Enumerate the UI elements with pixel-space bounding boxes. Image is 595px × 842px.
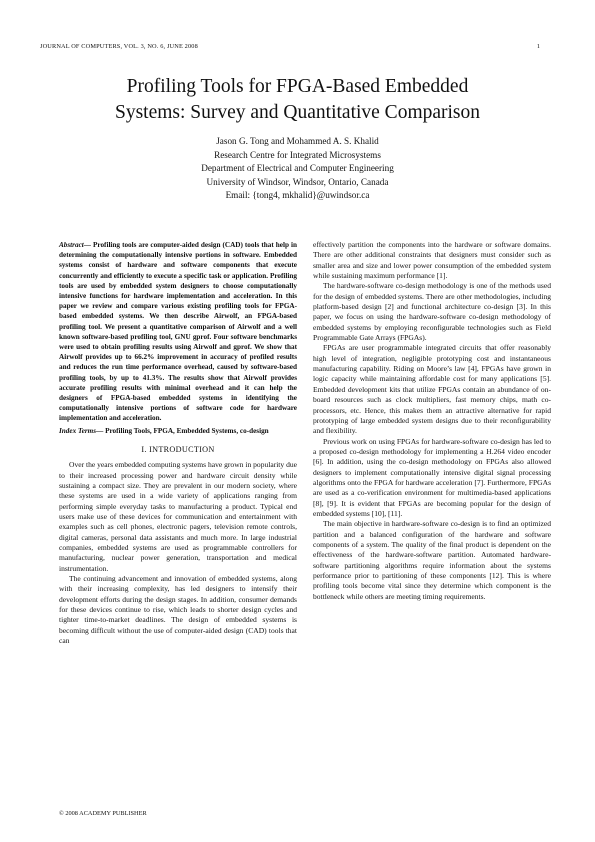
paper-title bbox=[40, 74, 555, 126]
section-heading-introduction: I. INTRODUCTION bbox=[141, 444, 215, 454]
abstract bbox=[59, 240, 297, 424]
right-paragraph-5: The main objective in hardware-software co-design is to find an optimized partition and a balanced configuration of the hardware and software components of a system. The quality of the final product is dependent on the effectiveness of the hardware-software partition. Automated hardware-software partitioning algorithms require information about the systems performance prior to partitioning of these components [12]. This is where profiling tools become vital since they determine which component is the bottleneck while others are meeting timing requirements. bbox=[313, 519, 551, 601]
index-terms-lead: Index Terms— bbox=[59, 426, 104, 435]
title-line-2: Systems: Survey and Quantitative Comparison bbox=[114, 102, 481, 123]
author-department: Department of Electrical and Computer Engineering bbox=[201, 163, 394, 173]
index-terms bbox=[59, 426, 297, 436]
author-names: Jason G. Tong and Mohammed A. S. Khalid bbox=[216, 136, 379, 146]
copyright-footer: © 2008 ACADEMY PUBLISHER bbox=[59, 810, 147, 817]
author-email: Email: {tong4, mkhalid}@uwindsor.ca bbox=[225, 190, 370, 200]
right-paragraph-1: effectively partition the components into the hardware or software domains. There are other additional constraints that designers must consider such as smaller area and size and lower power consumption of the embedded system while sustaining maximum performance [1]. bbox=[313, 240, 551, 281]
intro-paragraph-1: Over the years embedded computing systems have grown in popularity due to their increased processing power and hardware circuit density while sustaining a compact size. They are prevalent in our modern society, where these systems are used in a wide variety of applications ranging from performing simple everyday tasks to manufacturing a product. Typical end users make use of these devices for communication and entertainment with examples such as cell phones, electronic pagers, television remote controls, digital cameras, personal data assistants and much more. In large industrial companies, embedded systems are used as programmable controllers for manufacturing, nuclear power generation, transportation and medical instrumentation. bbox=[59, 460, 297, 573]
right-column bbox=[313, 240, 551, 602]
author-block bbox=[40, 135, 555, 203]
index-terms-text: Profiling Tools, FPGA, Embedded Systems, co-design bbox=[103, 426, 269, 435]
title-line-1: Profiling Tools for FPGA-Based Embedded bbox=[126, 76, 469, 97]
abstract-lead: Abstract— bbox=[59, 241, 91, 249]
left-column bbox=[59, 240, 297, 646]
running-header: JOURNAL OF COMPUTERS, VOL. 3, NO. 6, JUNE 2008 bbox=[40, 43, 198, 50]
right-paragraph-3: FPGAs are user programmable integrated circuits that offer reasonably high level of integration, negligible prototyping cost and instantaneous manufacturing capability. Riding on Moore’s law [4], FPGAs have grown in logic capacity while maintaining affordable cost for many applications [5]. Embedded development kits that utilize FPGAs contain an abundance of on-board resources such as clock multipliers, fast memory chips, math co-processors, etc. Hence, this makes them an attractive alternative for rapid prototyping of large embedded system designs due to their reconfigurability and flexibility. bbox=[313, 343, 551, 436]
right-paragraph-2: The hardware-software co-design methodology is one of the methods used for the design of embedded systems. There are other methodologies, including platform-based design [2] and functional architecture co-design [3]. In this paper, we focus on using the hardware-software co-design methodology of embedded systems by employing reconfigurable technologies such as Field Programmable Gate Arrays (FPGAs). bbox=[313, 281, 551, 343]
abstract-text: Profiling tools are computer-aided design (CAD) tools that help in determining the computationally intensive portions in software. Embedded systems consist of hardware and software components that execute concurrently and efficiently to execute a specific task or application. Profiling tools are used by embedded system designers to choose computationally intensive functions for hardware implementation and acceleration. In this paper we review and compare various existing profiling tools for FPGA-based embedded systems. We then describe Airwolf, an FPGA-based profiling tool. We present a quantitative comparison of Airwolf and a well known software-based profiling tool, GNU gprof. Four software benchmarks were used to obtain profiling results using Airwolf and gprof. We show that Airwolf provides up to 66.2% improvement in accuracy of profiled results and reduces the run time performance overhead, caused by software-based profiling tools, by up to 41.3%. The results show that Airwolf provides accurate profiling results with minimal overhead and it can help the designers of FPGA-based embedded systems in identifying the computationally intensive portions of software code for hardware implementation and acceleration. bbox=[59, 241, 297, 423]
intro-paragraph-2: The continuing advancement and innovation of embedded systems, along with their increasing complexity, has led designers to intensify their development efforts during the design stages. In addition, consumer demands for these devices continue to rise, which leads to shorter design cycles and tighter time-to-market deadlines. The design of embedded systems is becoming difficult without the use of computer-aided design (CAD) tools that can bbox=[59, 573, 297, 646]
right-paragraph-4: Previous work on using FPGAs for hardware-software co-design has led to a proposed co-design methodology for implementing a H.264 video encoder [6]. In addition, using the co-design methodology on FPGAs also allowed designers to implement computationally intensive digital signal processing algorithms onto the FPGA for hardware acceleration [7]. Furthermore, FPGAs are used as a co-verification environment for multimedia-based applications [8], [9]. It is evident that FPGAs are becoming popular for the design of embedded systems [10], [11]. bbox=[313, 436, 551, 518]
page-number: 1 bbox=[536, 43, 540, 50]
author-university: University of Windsor, Windsor, Ontario, Canada bbox=[206, 176, 389, 187]
author-center: Research Centre for Integrated Microsystems bbox=[214, 149, 381, 160]
